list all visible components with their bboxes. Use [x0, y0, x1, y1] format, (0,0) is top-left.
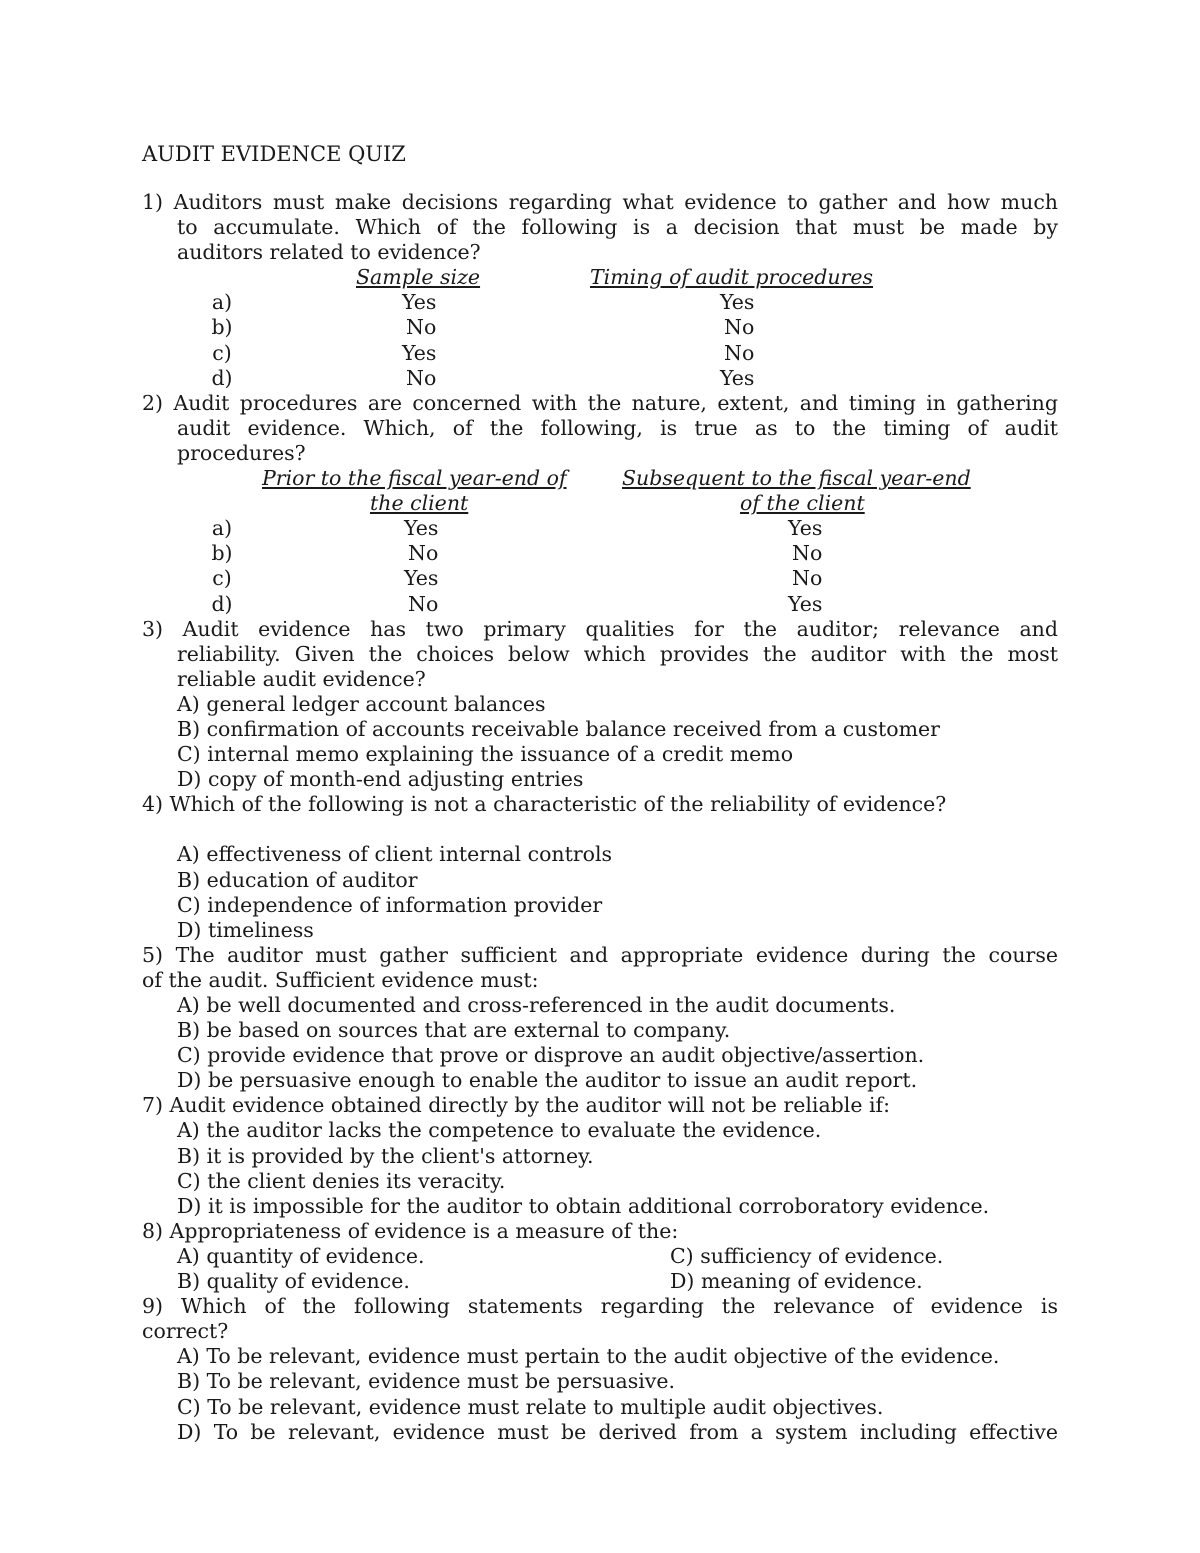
answer-option: A) general ledger account balances — [177, 691, 546, 716]
question-4-text-line-1: 4) Which of the following is not a characteristic of the reliability of evidence? — [142, 792, 947, 817]
row-label: d) — [211, 591, 233, 616]
question-2-table-header-a — [142, 466, 1058, 491]
question-1-row-b — [142, 315, 1058, 340]
row-label: c) — [212, 566, 232, 591]
row-label: c) — [212, 340, 232, 365]
row-label: b) — [211, 541, 233, 566]
question-2-row-d — [142, 592, 1058, 617]
spacer — [142, 817, 1058, 842]
document-page — [142, 140, 1058, 1445]
question-1-text-line-2: to accumulate. Which of the following is a decision that must be made by — [177, 215, 1058, 240]
question-2 — [142, 391, 1058, 617]
answer-option: C) the client denies its veracity. — [177, 1168, 506, 1193]
column-header-subsequent-cont: of the client — [740, 491, 865, 516]
row-value-2: Yes — [720, 290, 755, 315]
answer-option: A) be well documented and cross-referenced in the audit documents. — [177, 993, 896, 1017]
question-1-text-line-1: 1) Auditors must make decisions regarding what evidence to gather and how much — [142, 190, 1058, 214]
question-8-options-row-2 — [142, 1269, 1058, 1294]
answer-option: A) To be relevant, evidence must pertain to the audit objective of the evidence. — [177, 1344, 1000, 1369]
answer-option: C) sufficiency of evidence. — [670, 1243, 944, 1268]
question-2-row-b — [142, 541, 1058, 566]
question-9-text-line-1: 9) Which of the following statements regarding the relevance of evidence is — [142, 1294, 1058, 1319]
row-label: b) — [211, 315, 233, 340]
answer-option: D) be persuasive enough to enable the auditor to issue an audit report. — [177, 1068, 918, 1093]
question-2-table-header-b — [142, 491, 1058, 516]
question-1-table-header — [142, 265, 1058, 290]
answer-option: C) provide evidence that prove or disprove an audit objective/assertion. — [177, 1043, 925, 1068]
question-9-text-line-2: correct? — [142, 1319, 229, 1344]
answer-option: B) it is provided by the client's attorney. — [177, 1143, 594, 1168]
answer-option: C) To be relevant, evidence must relate to multiple audit objectives. — [177, 1394, 884, 1419]
row-value-1: Yes — [404, 566, 439, 591]
question-5 — [142, 943, 1058, 1094]
answer-option: B) be based on sources that are external to company. — [177, 1018, 731, 1043]
answer-option: B) education of auditor — [177, 867, 418, 892]
question-2-row-a — [142, 516, 1058, 541]
row-value-1: Yes — [402, 290, 437, 315]
answer-option: A) effectiveness of client internal controls — [177, 842, 613, 867]
row-value-1: No — [406, 365, 437, 390]
row-value-2: No — [792, 566, 823, 591]
column-header-prior: Prior to the fiscal year-end of — [262, 466, 567, 491]
row-value-2: Yes — [788, 591, 823, 616]
row-value-2: No — [724, 340, 755, 365]
answer-option: A) the auditor lacks the competence to evaluate the evidence. — [177, 1118, 822, 1143]
question-3-text-line-1: 3) Audit evidence has two primary qualities for the auditor; relevance and — [142, 616, 1058, 641]
row-label: a) — [211, 290, 233, 315]
row-value-1: No — [408, 591, 439, 616]
row-value-1: No — [406, 315, 437, 340]
row-label: a) — [211, 516, 233, 541]
question-2-row-c — [142, 566, 1058, 591]
question-9 — [142, 1294, 1058, 1445]
answer-option: D) To be relevant, evidence must be derived from a system including effective — [177, 1419, 1058, 1444]
question-8 — [142, 1219, 1058, 1294]
question-1-text-line-3: auditors related to evidence? — [177, 240, 481, 265]
answer-option: D) it is impossible for the auditor to obtain additional corroboratory evidence. — [177, 1193, 990, 1218]
column-header-sample-size: Sample size — [356, 265, 481, 290]
column-header-subsequent: Subsequent to the fiscal year-end — [622, 466, 971, 491]
answer-option: D) timeliness — [177, 917, 314, 942]
row-label: d) — [211, 365, 233, 390]
question-1-row-a — [142, 290, 1058, 315]
question-5-text-line-1: 5) The auditor must gather sufficient and appropriate evidence during the course — [142, 942, 1058, 967]
question-2-text-line-2: audit evidence. Which, of the following, is true as to the timing of audit — [177, 415, 1058, 440]
question-3-text-line-3: reliable audit evidence? — [177, 666, 426, 691]
row-value-1: Yes — [404, 516, 439, 541]
question-7-text-line-1: 7) Audit evidence obtained directly by the auditor will not be reliable if: — [142, 1093, 891, 1118]
column-header-prior-cont: the client — [370, 491, 469, 516]
answer-option: B) quality of evidence. — [177, 1269, 410, 1294]
row-value-2: Yes — [788, 516, 823, 541]
answer-option: D) meaning of evidence. — [670, 1269, 923, 1294]
question-2-text-line-3: procedures? — [177, 440, 306, 465]
question-5-text-line-2: of the audit. Sufficient evidence must: — [142, 967, 539, 992]
column-header-timing: Timing of audit procedures — [590, 265, 874, 290]
page-title: AUDIT EVIDENCE QUIZ — [142, 142, 406, 166]
question-8-options-row-1 — [142, 1244, 1058, 1269]
question-4 — [142, 792, 1058, 943]
answer-option: B) confirmation of accounts receivable balance received from a customer — [177, 716, 940, 741]
row-value-1: No — [408, 541, 439, 566]
question-3 — [142, 617, 1058, 793]
question-1 — [142, 190, 1058, 391]
row-value-2: No — [724, 315, 755, 340]
answer-option: A) quantity of evidence. — [177, 1243, 425, 1268]
answer-option: B) To be relevant, evidence must be persuasive. — [177, 1369, 676, 1394]
question-1-row-d — [142, 366, 1058, 391]
question-7 — [142, 1093, 1058, 1218]
answer-option: D) copy of month-end adjusting entries — [177, 767, 584, 792]
answer-option: C) independence of information provider — [177, 892, 603, 917]
question-8-text-line-1: 8) Appropriateness of evidence is a measure of the: — [142, 1218, 679, 1243]
question-1-row-c — [142, 341, 1058, 366]
row-value-1: Yes — [402, 340, 437, 365]
row-value-2: No — [792, 541, 823, 566]
question-2-text-line-1: 2) Audit procedures are concerned with the nature, extent, and timing in gathering — [142, 390, 1058, 415]
question-3-text-line-2: reliability. Given the choices below which provides the auditor with the most — [177, 641, 1058, 666]
row-value-2: Yes — [720, 365, 755, 390]
answer-option: C) internal memo explaining the issuance of a credit memo — [177, 742, 794, 767]
